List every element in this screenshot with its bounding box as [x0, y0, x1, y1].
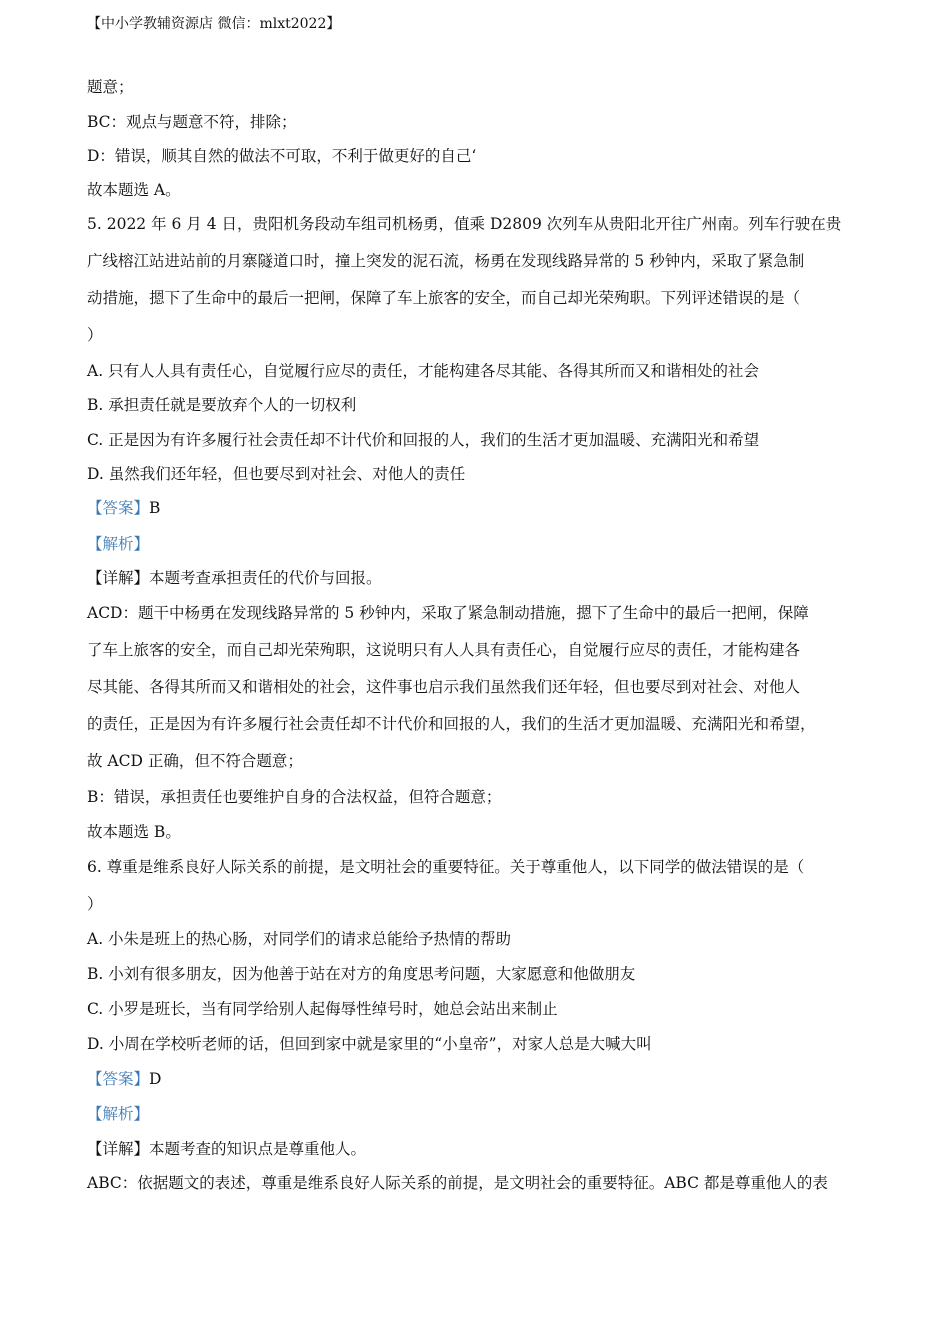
question-5-detail: B：错误，承担责任也要维护自身的合法权益，但符合题意； [87, 788, 502, 806]
text-line: 故本题选 A。 [87, 181, 181, 199]
question-5-detail: 【详解】本题考查承担责任的代价与回报。 [87, 569, 382, 587]
question-6-option-b: B. 小刘有很多朋友，因为他善于站在对方的角度思考问题，大家愿意和他做朋友 [87, 965, 636, 983]
answer-tag: 【答案】 [87, 499, 150, 517]
question-5-detail: ACD：题干中杨勇在发现线路异常的 5 秒钟内，采取了紧急制动措施，摁下了生命中的最后一把闸，保障 [87, 604, 809, 622]
text-line: D：错误，顺其自然的做法不可取，不利于做更好的自己‘ [87, 147, 477, 165]
answer-tag: 【答案】 [87, 1070, 150, 1088]
answer-value: B [149, 499, 161, 517]
question-5-detail: 故本题选 B。 [87, 823, 181, 841]
question-5-option-d: D. 虽然我们还年轻，但也要尽到对社会、对他人的责任 [87, 465, 466, 483]
question-5-option-b: B. 承担责任就是要放弃个人的一切权利 [87, 396, 357, 414]
question-5-detail: 故 ACD 正确，但不符合题意； [87, 752, 303, 770]
question-6-option-a: A. 小朱是班上的热心肠，对同学们的请求总能给予热情的帮助 [87, 930, 512, 948]
question-5-option-c: C. 正是因为有许多履行社会责任却不计代价和回报的人，我们的生活才更加温暖、充满阳光和希望 [87, 431, 760, 449]
question-5-analysis [87, 533, 149, 555]
question-5-stem: 5. 2022 年 6 月 4 日，贵阳机务段动车组司机杨勇，值乘 D2809 次列车从贵阳北开往广州南。列车行驶在贵 [87, 215, 842, 233]
answer-value: D [149, 1070, 162, 1088]
question-5-stem: ） [87, 326, 103, 344]
question-6-analysis [87, 1103, 149, 1125]
question-6-stem: 6. 尊重是维系良好人际关系的前提，是文明社会的重要特征。关于尊重他人，以下同学的做法错误的是（ [87, 858, 805, 876]
question-6-detail: ABC：依据题文的表述，尊重是维系良好人际关系的前提，是文明社会的重要特征。ABC 都是尊重他人的表 [87, 1174, 828, 1192]
question-5-detail: 了车上旅客的安全，而自己却光荣殉职，这说明只有人人具有责任心，自觉履行应尽的责任，才能构建各 [87, 641, 801, 659]
question-6-option-c: C. 小罗是班长，当有同学给别人起侮辱性绰号时，她总会站出来制止 [87, 1000, 558, 1018]
question-6-answer [87, 1068, 161, 1090]
text-line: BC：观点与题意不符，排除； [87, 113, 297, 131]
page-header: 【中小学教辅资源店 微信：mlxt2022】 [87, 16, 341, 32]
question-5-detail: 尽其能、各得其所而又和谐相处的社会，这件事也启示我们虽然我们还年轻，但也要尽到对社会、对他人 [87, 678, 801, 696]
question-5-answer [87, 497, 160, 519]
analysis-tag: 【解析】 [87, 1105, 150, 1123]
question-6-option-d: D. 小周在学校听老师的话，但回到家中就是家里的“小皇帝”，对家人总是大喊大叫 [87, 1035, 652, 1053]
question-6-stem: ） [87, 895, 103, 913]
question-6-detail: 【详解】本题考查的知识点是尊重他人。 [87, 1140, 367, 1158]
analysis-tag: 【解析】 [87, 535, 150, 553]
question-5-stem: 动措施，摁下了生命中的最后一把闸，保障了车上旅客的安全，而自己却光荣殉职。下列评述错误的是（ [87, 289, 801, 307]
text-line: 题意； [87, 78, 134, 96]
question-5-stem: 广线榕江站进站前的月寨隧道口时，撞上突发的泥石流，杨勇在发现线路异常的 5 秒钟内，采取了紧急制 [87, 252, 805, 270]
question-5-option-a: A. 只有人人具有责任心，自觉履行应尽的责任，才能构建各尽其能、各得其所而又和谐相处的社会 [87, 362, 760, 380]
question-5-detail: 的责任，正是因为有许多履行社会责任却不计代价和回报的人，我们的生活才更加温暖、充满阳光和希望， [87, 715, 816, 733]
